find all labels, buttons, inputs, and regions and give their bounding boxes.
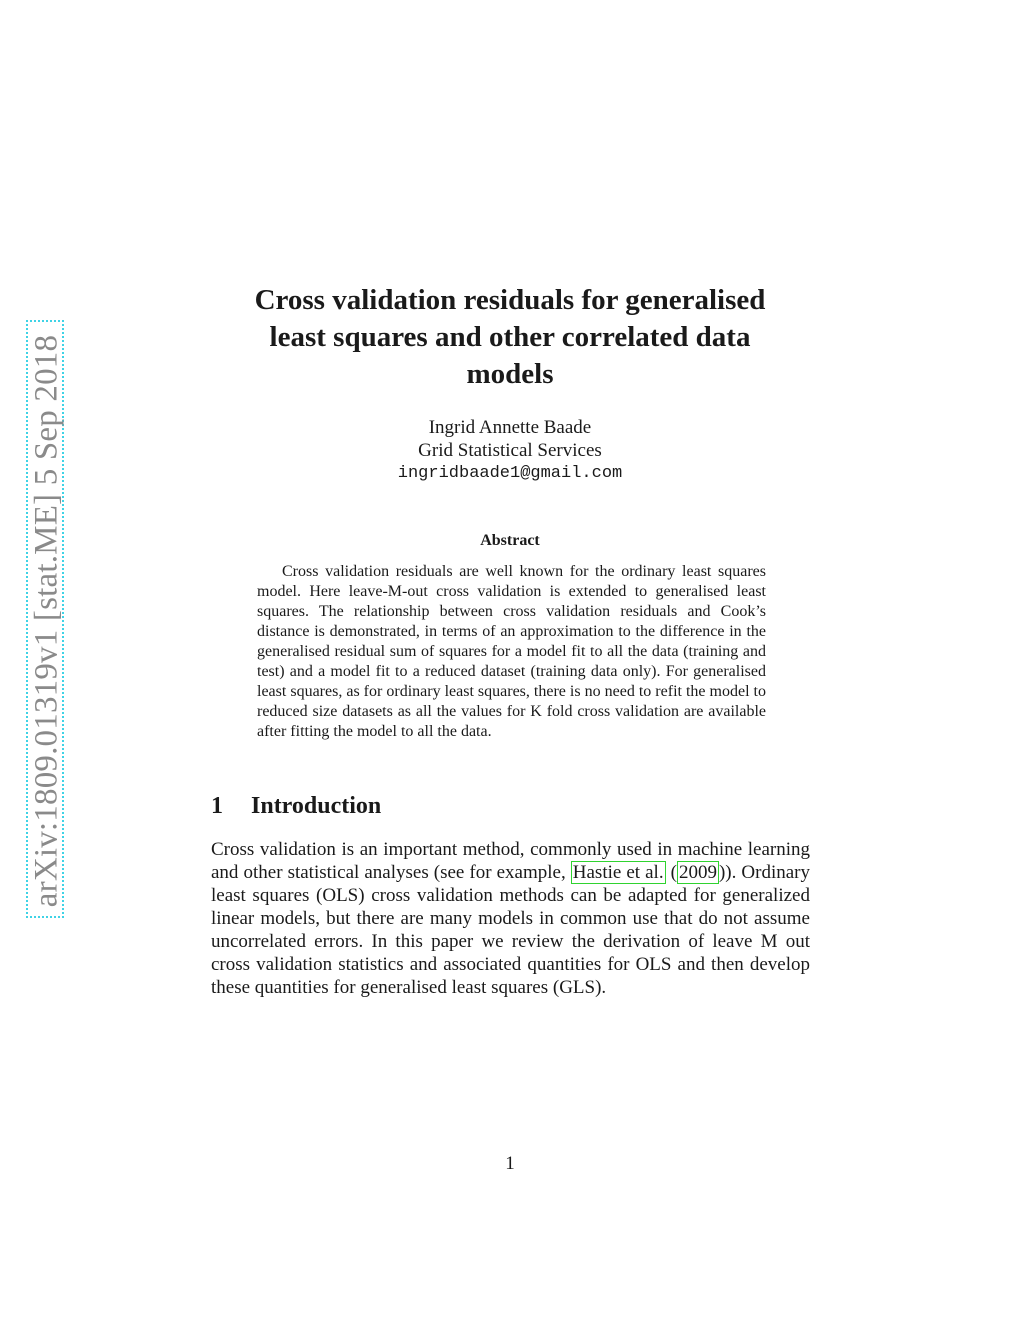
page-number: 1: [505, 1153, 515, 1174]
citation-link-author[interactable]: Hastie et al.: [572, 862, 664, 883]
intro-text-after-citation: ). Ordinary least squares (OLS) cross validation methods can be adapted for generalized linear models, but there are many models in common use that do not assume uncorrelated errors. In this paper we review the derivation of leave M out cross validation statistics and associated quantities for OLS and then develop these quantities for generalised least squares (GLS).: [211, 862, 810, 998]
title-line-3: models: [466, 358, 554, 390]
citation-open-paren: (: [665, 862, 677, 883]
author-name: Ingrid Annette Baade: [428, 417, 592, 438]
citation-close-paren: ): [718, 862, 726, 883]
abstract-text: Cross validation residuals are well known for the ordinary least squares model. Here leave-M-out cross validation is extended to generalised least squares. The relationship between cross validation residuals and Cook’s distance is demonstrated, in terms of an approximation to the difference in the generalised residual sum of squares for a model fit to all the data (training and test) and a model fit to a reduced dataset (training data only). For generalised least squares, as for ordinary least squares, there is no need to refit the model to reduced size datasets as all the values for K fold cross validation are available after fitting the model to all the data.: [257, 563, 766, 740]
arxiv-stamp-text: arXiv:1809.01319v1 [stat.ME] 5 Sep 2018: [28, 334, 65, 908]
author-email[interactable]: ingridbaade1@gmail.com: [397, 464, 623, 483]
citation-link-year[interactable]: 2009: [678, 862, 717, 883]
section-number: 1: [211, 793, 223, 819]
section-title: Introduction: [251, 793, 382, 819]
title-line-1: Cross validation residuals for generalised: [254, 284, 766, 316]
paper-title: [200, 282, 820, 393]
abstract-heading: Abstract: [480, 532, 540, 549]
arxiv-stamp: [26, 320, 64, 918]
author-affiliation: Grid Statistical Services: [418, 440, 602, 461]
author-block: [300, 416, 720, 485]
section-heading-introduction: [211, 793, 381, 820]
introduction-paragraph: [211, 838, 810, 999]
title-line-2: least squares and other correlated data: [269, 321, 751, 353]
intro-text-before-citation: Cross validation is an important method, commonly used in machine learning and other statistical analyses (see for example,: [211, 839, 810, 883]
